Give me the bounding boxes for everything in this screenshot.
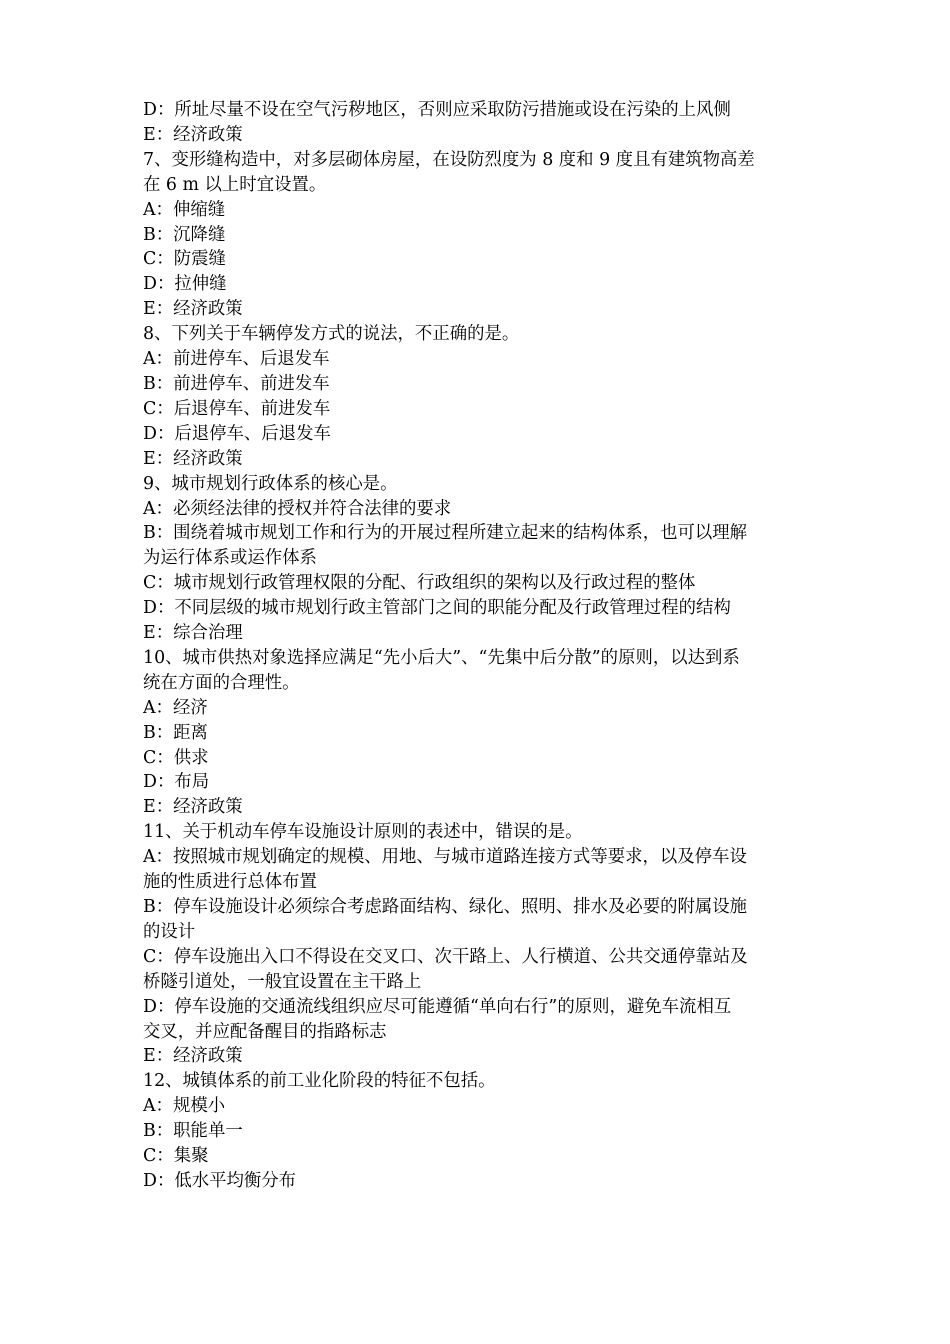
option-line: B：停车设施设计必须综合考虑路面结构、绿化、照明、排水及必要的附属设施 [143,897,748,917]
question-line: 7、变形缝构造中，对多层砌体房屋，在设防烈度为 8 度和 9 度且有建筑物高差 [143,149,755,170]
question-line: 8、下列关于车辆停发方式的说法，不正确的是。 [143,324,520,345]
question-line: 统在方面的合理性。 [143,672,300,693]
question-line: 12、城镇体系的前工业化阶段的特征不包括。 [143,1071,496,1092]
option-line: B：距离 [143,722,208,743]
option-line: D：布局 [143,772,210,793]
option-line: E：经济政策 [143,124,243,145]
option-line: 的设计 [143,921,196,942]
option-line: E：经济政策 [143,299,243,320]
option-line: D：低水平均衡分布 [143,1170,297,1191]
option-line: E：综合治理 [143,623,243,644]
option-line: C：后退停车、前进发车 [143,398,331,419]
option-line: A：规模小 [143,1096,226,1117]
option-line: D：所址尽量不设在空气污秽地区，否则应采取防污措施或设在污染的上风侧 [143,100,731,120]
option-line: D：拉伸缝 [143,274,227,295]
option-line: C：供求 [143,747,209,768]
option-line: E：经济政策 [143,448,243,469]
option-line: C：集聚 [143,1146,209,1167]
question-line: 11、关于机动车停车设施设计原则的表述中，错误的是。 [143,822,583,843]
option-line: B：沉降缝 [143,224,226,245]
option-line: C：防震缝 [143,249,226,270]
option-line: A：必须经法律的授权并符合法律的要求 [143,498,452,519]
question-line: 在 6 m 以上时宜设置。 [143,174,327,195]
option-line: B：前进停车、前进发车 [143,373,330,394]
question-line: 9、城市规划行政体系的核心是。 [143,473,398,494]
option-line: A：经济 [143,697,208,718]
option-line: D：后退停车、后退发车 [143,423,331,444]
option-line: B：围绕着城市规划工作和行为的开展过程所建立起来的结构体系，也可以理解 [143,523,748,544]
option-line: 交叉，并应配备醒目的指路标志 [143,1021,387,1042]
option-line: E：经济政策 [143,1046,243,1067]
option-line: A：前进停车、后退发车 [143,349,330,370]
option-line: 为运行体系或运作体系 [143,548,317,569]
option-line: E：经济政策 [143,797,243,818]
question-line: 10、城市供热对象选择应满足“先小后大”、“先集中后分散”的原则，以达到系 [143,647,740,668]
option-line: A：伸缩缝 [143,199,226,220]
option-line: B：职能单一 [143,1121,243,1142]
option-line: C：城市规划行政管理权限的分配、行政组织的架构以及行政过程的整体 [143,573,696,594]
option-line: 桥隧引道处，一般宜设置在主干路上 [143,971,422,992]
option-line: A：按照城市规划确定的规模、用地、与城市道路连接方式等要求，以及停车设 [143,847,747,868]
option-line: D：停车设施的交通流线组织应尽可能遵循“单向右行”的原则，避免车流相互 [143,996,732,1017]
option-line: 施的性质进行总体布置 [143,872,317,893]
option-line: D：不同层级的城市规划行政主管部门之间的职能分配及行政管理过程的结构 [143,598,731,619]
option-line: C：停车设施出入口不得设在交叉口、次干路上、人行横道、公共交通停靠站及 [143,946,748,967]
document-body [143,98,815,1194]
